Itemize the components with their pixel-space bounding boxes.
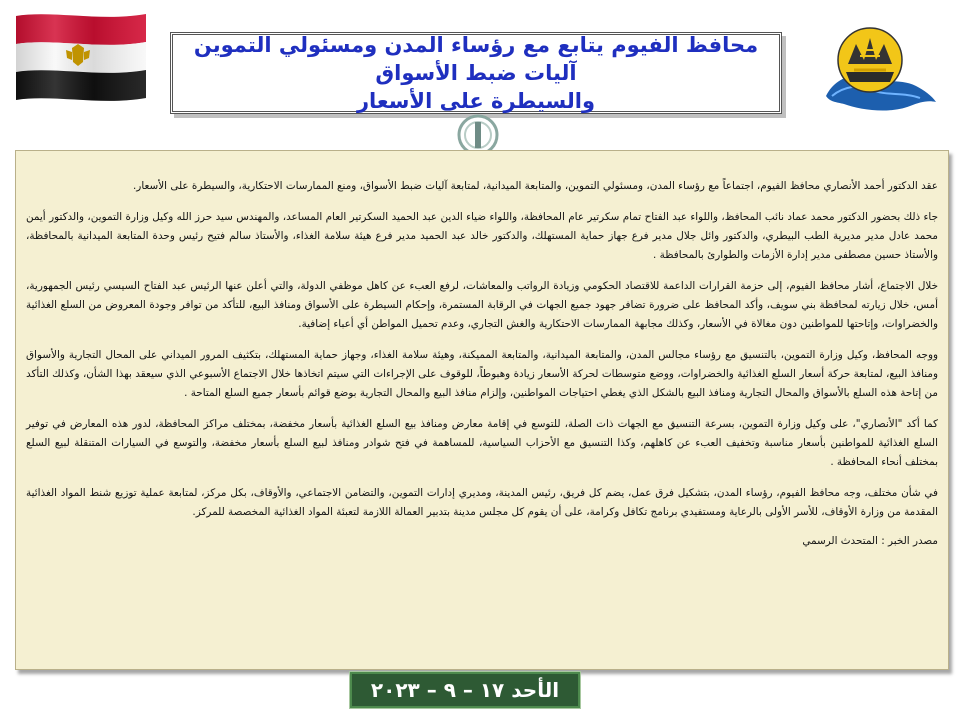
title-box xyxy=(170,32,782,114)
article-paragraph-4: ووجه المحافظ، وكيل وزارة التموين، بالتنسيق مع رؤساء مجالس المدن، والمتابعة الميدانية، والمتابعة المميكنة، وهيئة سلامة الغذاء، وجهاز حماية المستهلك، بتكثيف المرور الميداني على المحال التجارية والأسواق ومنافذ البيع، لمتابعة حركة أسعار السلع الغذائية والخضراوات، ووضع متوسطات لحركة الأسعار زيادة وهبوطاً، للوقوف على الإجراءات التي سيتم اتخاذها خلال الاجتماع الأسبوعي الذي سيعقد بهذا الشأن، وكذلك التأكد من إتاحة هذه السلع بالأسواق والمحال التجارية ومنافذ البيع بالشكل الذي يغطي احتياجات المواطنين، وإلزام منافذ البيع والمحال التجارية بوضع قوائم بأسعار جميع السلع المتاحة . xyxy=(26,349,938,399)
article-paragraph-2: جاء ذلك بحضور الدكتور محمد عماد نائب المحافظ، واللواء عبد الفتاح تمام سكرتير عام المحافظة، واللواء ضياء الدين عبد الحميد السكرتير العام المساعد، والمهندس سيد حرز الله وكيل وزارة التموين، والدكتور أيمن محمد عادل مدير مديرية الطب البيطري، والدكتور وائل جلال مدير فرع جهاز حماية المستهلك، والدكتور خالد عبد الحميد مدير فرع هيئة سلامة الغذاء، والأستاذ سالم فتيح رئيس وحدة المتابعة الميدانية بالمحافظة، والأستاذ حسين مصطفى مدير إدارة الأزمات والطوارئ بالمحافظة . xyxy=(26,211,938,261)
news-source: مصدر الخبر : المتحدث الرسمي xyxy=(802,535,938,547)
fayoum-governorate-logo-icon xyxy=(820,20,938,116)
page-title-line-2: والسيطرة على الأسعار xyxy=(356,89,596,113)
egypt-flag-icon xyxy=(12,10,150,102)
article-paragraph-1: عقد الدكتور أحمد الأنصاري محافظ الفيوم، اجتماعاً مع رؤساء المدن، ومسئولي التموين، والمتابعة الميدانية، لمتابعة آليات ضبط الأسواق، ومنع الممارسات الاحتكارية، والسيطرة على الأسعار. xyxy=(133,180,938,192)
article-body xyxy=(15,150,949,670)
article-paragraph-3: خلال الاجتماع، أشار محافظ الفيوم، إلى حزمة القرارات الداعمة للاقتصاد الحكومي وزيادة الرواتب والمعاشات، لرفع العبء عن كاهل موظفي الدولة، والتي أعلن عنها الرئيس عبد الفتاح السيسي رئيس الجمهورية، أمس، خلال زيارته لمحافظة بني سويف، وأكد المحافظ على ضرورة تضافر جهود جميع الجهات في الرقابة المستمرة، وإحكام السيطرة على الأسواق ومنافذ البيع، للتأكد من توافر وجودة المعروض من السلع الغذائية والخضراوات، وإتاحتها للمواطنين دون مغالاة في الأسعار، وكذلك مجابهة الممارسات الاحتكارية والغش التجاري، وعدم تحميل المواطن أي أعباء إضافية. xyxy=(26,280,938,330)
article-paragraph-6: في شأن مختلف، وجه محافظ الفيوم، رؤساء المدن، بتشكيل فرق عمل، يضم كل فريق، رئيس المدينة، ومديري إدارات التموين، والتضامن الاجتماعي، والأوقاف، بكل مركز، لمتابعة عملية توزيع شنط المواد الغذائية المقدمة من وزارة الأوقاف، للأسر الأولى بالرعاية ومستفيدي برنامج تكافل وكرامة، على أن يقوم كل مجلس مدينة بتدبير العمالة اللازمة لتعبئة المواد الغذائية المخصصة للمركز. xyxy=(26,487,938,518)
page-title-line-1: محافظ الفيوم يتابع مع رؤساء المدن ومسئولي التموين آليات ضبط الأسواق xyxy=(193,33,759,85)
date-badge: الأحد ١٧ – ٩ – ٢٠٢٣ xyxy=(350,672,580,708)
article-paragraph-5: كما أكد "الأنصاري"، على وكيل وزارة التموين، بسرعة التنسيق مع الجهات ذات الصلة، للتوسع في إقامة معارض ومنافذ بيع السلع الغذائية بأسعار مخفضة، بمختلف مراكز المحافظة، لدور هذه المعارض في توفير السلع الغذائية للمواطنين بأسعار مناسبة وتخفيف العبء عن كاهلهم، وكذا التنسيق مع الأحزاب السياسية، للمساهمة في فتح شوادر ومنافذ لبيع السلع بأسعار مخفضة، والتوسع في السيارات المتنقلة لبيع السلع بمختلف أنحاء المحافظة . xyxy=(26,418,938,468)
